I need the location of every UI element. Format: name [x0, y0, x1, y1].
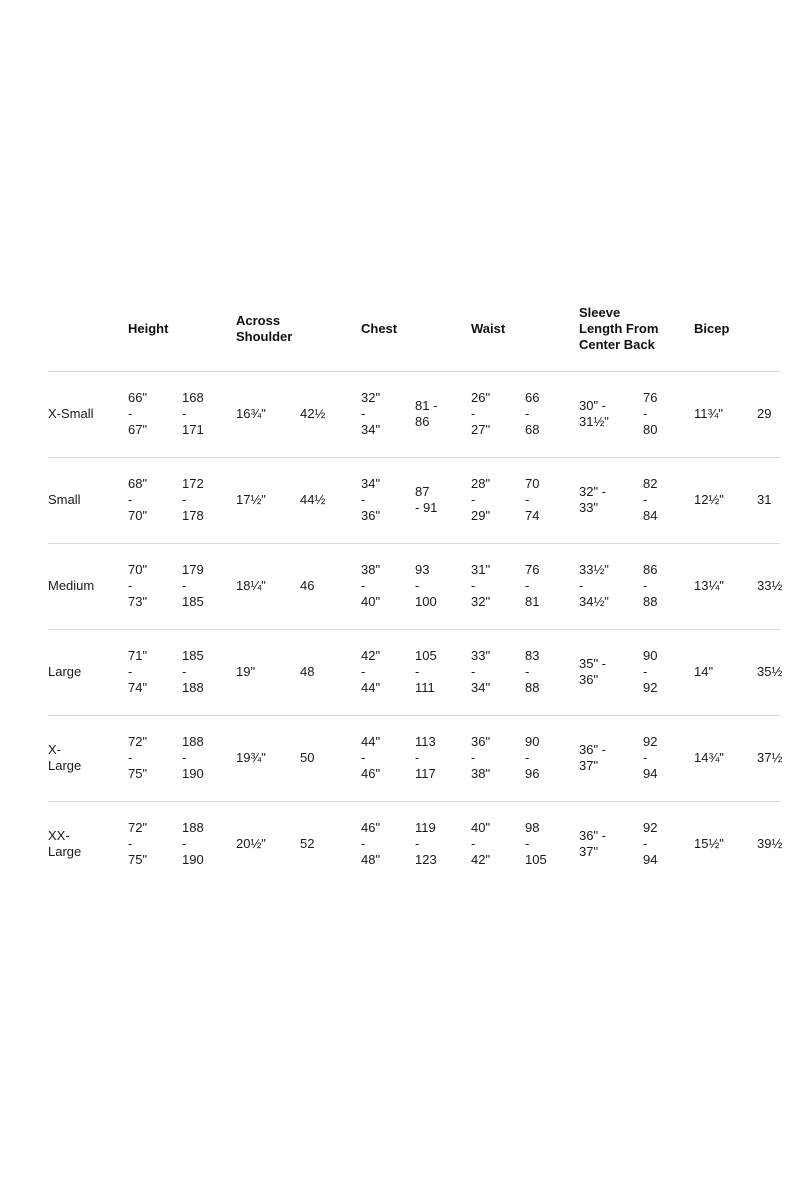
- sleeve-cm: 90 - 92: [643, 648, 658, 695]
- sleeve-cm: 92 - 94: [643, 734, 658, 781]
- header-chest: Chest: [361, 321, 398, 336]
- bicep-cm: 37½: [757, 750, 783, 765]
- waist-cm: 90 - 96: [525, 734, 540, 781]
- chest-cm: 105 - 111: [415, 648, 437, 695]
- row-divider: [48, 371, 780, 372]
- row-divider: [48, 715, 780, 716]
- waist-cm: 70 - 74: [525, 476, 540, 523]
- shoulder-cm: 52: [300, 836, 315, 851]
- shoulder-cm: 42½: [300, 406, 326, 421]
- chest-in: 34" - 36": [361, 476, 381, 523]
- size-label: X- Large: [48, 742, 82, 773]
- header-sleeve-length: Sleeve Length From Center Back: [579, 305, 659, 352]
- shoulder-in: 18¼": [236, 578, 266, 593]
- chest-in: 46" - 48": [361, 820, 381, 867]
- chest-cm: 81 - 86: [415, 398, 438, 429]
- chest-in: 38" - 40": [361, 562, 381, 609]
- waist-in: 40" - 42": [471, 820, 491, 867]
- bicep-cm: 35½: [757, 664, 783, 679]
- shoulder-cm: 44½: [300, 492, 326, 507]
- shoulder-in: 19¾": [236, 750, 266, 765]
- chest-in: 32" - 34": [361, 390, 381, 437]
- header-height: Height: [128, 321, 169, 336]
- chest-cm: 93 - 100: [415, 562, 437, 609]
- size-label: Large: [48, 664, 82, 679]
- height-cm: 172 - 178: [182, 476, 204, 523]
- sleeve-in: 36" - 37": [579, 742, 607, 773]
- height-in: 72" - 75": [128, 820, 148, 867]
- waist-cm: 83 - 88: [525, 648, 540, 695]
- bicep-in: 13¼": [694, 578, 724, 593]
- size-label: Medium: [48, 578, 95, 593]
- sleeve-cm: 82 - 84: [643, 476, 658, 523]
- shoulder-cm: 50: [300, 750, 315, 765]
- waist-in: 31" - 32": [471, 562, 491, 609]
- height-in: 72" - 75": [128, 734, 148, 781]
- sleeve-cm: 92 - 94: [643, 820, 658, 867]
- waist-in: 28" - 29": [471, 476, 491, 523]
- bicep-cm: 39½: [757, 836, 783, 851]
- height-cm: 168 - 171: [182, 390, 204, 437]
- waist-cm: 66 - 68: [525, 390, 540, 437]
- chest-cm: 113 - 117: [415, 734, 436, 781]
- row-divider: [48, 543, 780, 544]
- waist-in: 33" - 34": [471, 648, 491, 695]
- sleeve-in: 32" - 33": [579, 484, 607, 515]
- bicep-cm: 31: [757, 492, 772, 507]
- sleeve-in: 35" - 36": [579, 656, 607, 687]
- row-divider: [48, 457, 780, 458]
- height-in: 71" - 74": [128, 648, 148, 695]
- size-label: Small: [48, 492, 81, 507]
- bicep-in: 15½": [694, 836, 724, 851]
- size-label: XX- Large: [48, 828, 82, 859]
- bicep-in: 11¾": [694, 406, 723, 421]
- sleeve-in: 36" - 37": [579, 828, 607, 859]
- waist-in: 36" - 38": [471, 734, 491, 781]
- waist-cm: 98 - 105: [525, 820, 547, 867]
- sleeve-in: 33½" - 34½": [579, 562, 609, 609]
- row-divider: [48, 801, 780, 802]
- chest-cm: 87 - 91: [415, 484, 438, 515]
- height-cm: 188 - 190: [182, 734, 204, 781]
- height-in: 70" - 73": [128, 562, 148, 609]
- height-in: 66" - 67": [128, 390, 148, 437]
- header-across-shoulder: Across Shoulder: [236, 313, 293, 344]
- sleeve-in: 30" - 31½": [579, 398, 609, 429]
- shoulder-in: 17½": [236, 492, 266, 507]
- bicep-in: 12½": [694, 492, 724, 507]
- chest-cm: 119 - 123: [415, 820, 437, 867]
- bicep-cm: 33½: [757, 578, 783, 593]
- bicep-in: 14¾": [694, 750, 724, 765]
- shoulder-in: 19": [236, 664, 256, 679]
- shoulder-in: 20½": [236, 836, 266, 851]
- bicep-in: 14": [694, 664, 714, 679]
- height-cm: 185 - 188: [182, 648, 204, 695]
- chest-in: 42" - 44": [361, 648, 381, 695]
- size-label: X-Small: [48, 406, 94, 421]
- bicep-cm: 29: [757, 406, 772, 421]
- sleeve-cm: 86 - 88: [643, 562, 658, 609]
- row-divider: [48, 629, 780, 630]
- header-waist: Waist: [471, 321, 506, 336]
- waist-cm: 76 - 81: [525, 562, 540, 609]
- shoulder-cm: 46: [300, 578, 315, 593]
- waist-in: 26" - 27": [471, 390, 491, 437]
- chest-in: 44" - 46": [361, 734, 381, 781]
- height-cm: 188 - 190: [182, 820, 204, 867]
- header-bicep: Bicep: [694, 321, 730, 336]
- shoulder-in: 16¾": [236, 406, 266, 421]
- height-cm: 179 - 185: [182, 562, 204, 609]
- sleeve-cm: 76 - 80: [643, 390, 658, 437]
- height-in: 68" - 70": [128, 476, 148, 523]
- shoulder-cm: 48: [300, 664, 315, 679]
